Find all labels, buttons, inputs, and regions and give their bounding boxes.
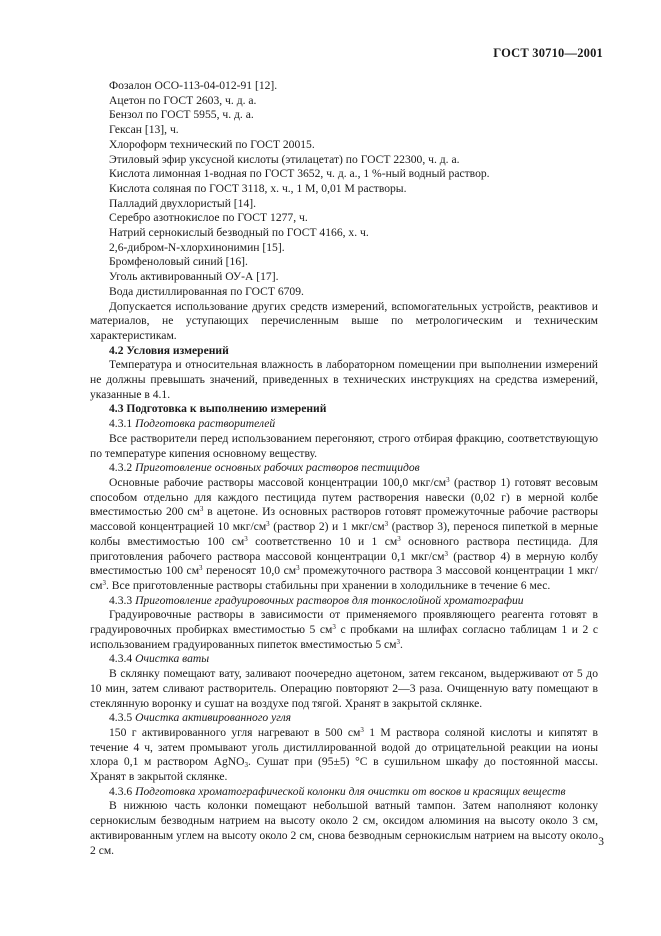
superscript: 3 [444, 549, 448, 558]
reagent-list-item: Кислота лимонная 1-водная по ГОСТ 3652, ч. д. а., 1 %-ный водный раствор. [109, 167, 490, 181]
reagent-list-item: Бромфеноловый синий [16]. [109, 255, 248, 269]
superscript: 3 [397, 534, 401, 543]
superscript: 3 [266, 520, 270, 529]
reagent-list-item: Хлороформ технический по ГОСТ 20015. [109, 137, 315, 151]
text-run: соответственно 10 и 1 см [247, 534, 398, 548]
subsection-number: 4.3.6 [109, 784, 133, 798]
text-run: Градуировочные растворы в зависимости от применяемого проявляющего реагента готовят в градуировочных пробирках вместимостью 5 см [90, 608, 598, 637]
subsection-title: Подготовка растворителей [135, 417, 276, 431]
section-4-3-1-heading [90, 417, 598, 432]
reagent-list-item: Фозалон ОСО-113-04-012-91 [12]. [109, 79, 278, 92]
superscript: 3 [332, 623, 336, 632]
subsection-title: Приготовление основных рабочих растворов пестицидов [135, 461, 420, 475]
reagent-list [90, 79, 598, 300]
text-run: 1 М раствора соляной кислоты и кипятят в течение 4 ч, затем промывают уголь дистиллированной водой до отрицательной реакции на ионы хлора 0,1 м раствором AgNO [90, 725, 598, 769]
reagent-list-item: Палладий двухлористый [14]. [109, 196, 257, 210]
reagent-list-item: Ацетон по ГОСТ 2603, ч. д. а. [109, 93, 257, 107]
section-4-3-2-text [90, 476, 598, 594]
document-header: ГОСТ 30710—2001 [493, 46, 603, 60]
section-4-3-3-heading [90, 594, 598, 609]
text-run: . Сушат при (95±5) °С в сушильном шкафу до постоянной массы. Хранят в закрытой склянке. [90, 755, 598, 784]
text-run: с пробками на шлифах согласно таблицам 1 и 2 с использованием градуированных пипеток вместимостью 5 см [90, 623, 598, 651]
page-body [90, 79, 598, 858]
section-4-3-5-heading [90, 711, 598, 726]
text-run: Основные рабочие растворы массовой концентрации 100,0 мкг/см [109, 475, 447, 489]
reagent-list-item: Этиловый эфир уксусной кислоты (этилацетат) по ГОСТ 22300, ч. д. а. [109, 152, 460, 166]
section-title: Условия измерений [126, 343, 229, 357]
reagent-list-item: Натрий сернокислый безводный по ГОСТ 4166, х. ч. [109, 226, 369, 240]
text-run: . Все приготовленные растворы стабильны при хранении в холодильнике в течение 6 мес. [105, 578, 551, 592]
page-number: 3 [598, 836, 604, 848]
text-run: 150 г активированного угля нагревают в 500 см [109, 725, 361, 739]
allow-paragraph: Допускается использование других средств измерений, вспомогательных устройств, реактивов и материалов, не уступающих перечисленным выше по метрологическим и техническим характеристикам. [90, 299, 598, 342]
superscript: 3 [396, 637, 401, 646]
subsection-number: 4.3.4 [109, 652, 133, 666]
text-run: переносят 10,0 см [202, 564, 297, 578]
section-4-2-text: Температура и относительная влажность в лабораторном помещении при выполнении измерений не должны превышать значений, приведенных в технических инструкциях на средства измерений, указанные в 4.1. [90, 358, 598, 401]
section-number: 4.3 [109, 402, 124, 416]
superscript: 3 [446, 475, 450, 484]
text-run: . [400, 637, 403, 651]
section-4-3-5-text [90, 726, 598, 785]
reagent-list-item: Гексан [13], ч. [109, 123, 179, 137]
subsection-number: 4.3.5 [109, 711, 133, 725]
section-4-3-3-text [90, 608, 598, 652]
section-4-3-4-text: В склянку помещают вату, заливают поочередно ацетоном, затем гексаном, выдерживают от 5 до 10 мин, затем сливают растворитель. Операцию повторяют 2—3 раза. Очищенную вату помещают в стеклянную воронку и сушат на воздухе под тягой. Хранят в закрытой склянке. [90, 667, 598, 710]
superscript: 3 [360, 725, 364, 734]
reagent-list-item: Серебро азотнокислое по ГОСТ 1277, ч. [109, 211, 308, 225]
reagent-list-item: Вода дистиллированная по ГОСТ 6709. [109, 284, 304, 298]
section-4-3-2-heading [90, 461, 598, 476]
superscript: 3 [199, 505, 204, 514]
subsection-title: Подготовка хроматографической колонки для очистки от восков и красящих веществ [135, 784, 566, 798]
text-run: основного раствора пестицида. Для приготовления рабочего раствора массовой концентрации 0,1 мкг/см [90, 534, 598, 563]
section-title: Подготовка к выполнению измерений [126, 402, 327, 416]
superscript: 3 [199, 564, 203, 573]
section-4-3-1-text: Все растворители перед использованием перегоняют, строго отбирая фракцию, соответствующую по температуре кипения основному веществу. [90, 431, 598, 460]
superscript: 3 [244, 534, 248, 543]
reagent-list-item: 2,6-дибром-N-хлорхинонимин [15]. [109, 240, 285, 254]
text-run: промежуточного раствора 3 массовой концентрации 1 мкг/см [90, 564, 598, 592]
section-4-3-heading [90, 402, 598, 417]
subsection-title: Очистка активированного угля [135, 711, 292, 725]
superscript: 3 [102, 578, 106, 587]
subscript: 3 [244, 761, 249, 770]
reagent-list-item: Бензол по ГОСТ 5955, ч. д. а. [109, 108, 254, 122]
superscript: 3 [384, 520, 389, 529]
subsection-title: Приготовление градуировочных растворов для тонкослойной хроматографии [135, 593, 524, 607]
text-run: (раствор 3), перенося пипеткой в мерные колбы вместимостью 100 см [90, 520, 598, 548]
section-4-3-6-text: В нижнюю часть колонки помещают небольшой ватный тампон. Затем наполняют колонку сернокислым безводным натрием на высоту около 2 см, оксидом алюминия на высоту около 3 см, активированным углем на высоту около 2 см, снова безводным сернокислым натрием на высоту около 2 см. [90, 799, 598, 857]
text-run: (раствор 4) в мерную колбу вместимостью 100 см [90, 549, 598, 578]
section-4-2-heading [90, 344, 598, 359]
subsection-number: 4.3.2 [109, 461, 133, 475]
text-run: (раствор 2) и 1 мкг/см [269, 520, 385, 534]
section-4-3-6-heading [90, 785, 598, 800]
subsection-title: Очистка ваты [135, 652, 210, 666]
reagent-list-item: Кислота соляная по ГОСТ 3118, х. ч., 1 М, 0,01 М растворы. [109, 181, 407, 195]
superscript: 3 [296, 564, 300, 573]
text-run: (раствор 1) готовят весовым способом отдельно для каждого пестицида путем растворения навески (0,02 г) в мерной колбе вместимостью 200 см [90, 475, 599, 519]
section-4-3-4-heading [90, 652, 598, 667]
reagent-list-item: Уголь активированный ОУ-А [17]. [109, 270, 279, 284]
subsection-number: 4.3.3 [109, 593, 133, 607]
text-run: в ацетоне. Из основных растворов готовят промежуточные рабочие растворы массовой концентрацией 10 мкг/см [90, 505, 599, 534]
subsection-number: 4.3.1 [109, 417, 133, 431]
section-number: 4.2 [109, 343, 124, 357]
